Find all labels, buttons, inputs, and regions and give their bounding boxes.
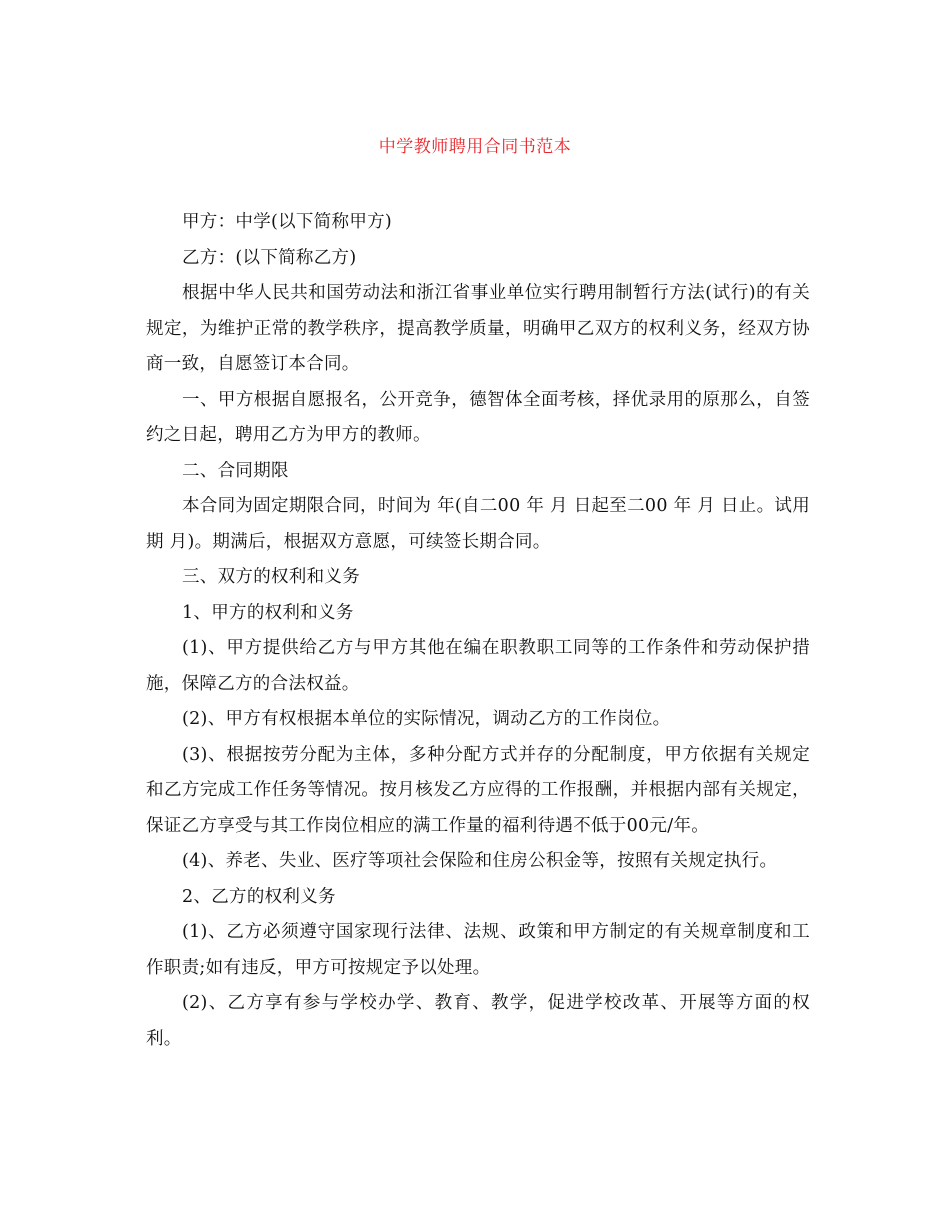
party-a-item-4: (4)、养老、失业、医疗等项社会保险和住房公积金等，按照有关规定执行。 — [182, 851, 778, 871]
party-a-line: 甲方：中学(以下简称甲方) — [182, 212, 393, 232]
subheading-party-b-rights: 2、乙方的权利义务 — [182, 886, 336, 907]
document-body — [146, 205, 810, 1057]
party-b-line: 乙方：(以下简称乙方) — [182, 247, 357, 268]
section-heading-term: 二、合同期限 — [182, 460, 289, 481]
party-a-item-3: (3)、根据按劳分配为主体，多种分配方式并存的分配制度，甲方依据有关规定和乙方完成工作任务等情况。按月核发乙方应得的工作报酬，并根据内部有关规定，保证乙方享受与其工作岗位相应的满工作量的福利待遇不低于00元/年。 — [146, 744, 810, 836]
subheading-party-a-rights: 1、甲方的权利和义务 — [182, 602, 354, 623]
term-paragraph: 本合同为固定期限合同，时间为 年(自二00 年 月 日起至二00 年 月 日止。试用期 月)。期满后，根据双方意愿，可续签长期合同。 — [146, 496, 810, 552]
party-a-item-1: (1)、甲方提供给乙方与甲方其他在编在职教职工同等的工作条件和劳动保护措施，保障乙方的合法权益。 — [146, 638, 810, 694]
section-heading-rights: 三、双方的权利和义务 — [182, 567, 360, 587]
party-a-item-2: (2)、甲方有权根据本单位的实际情况，调动乙方的工作岗位。 — [182, 709, 671, 729]
party-b-item-1: (1)、乙方必须遵守国家现行法律、法规、政策和甲方制定的有关规章制度和工作职责;如有违反，甲方可按规定予以处理。 — [146, 922, 810, 978]
document-title: 中学教师聘用合同书范本 — [378, 137, 572, 157]
party-b-item-2: (2)、乙方享有参与学校办学、教育、教学，促进学校改革、开展等方面的权利。 — [146, 993, 810, 1049]
clause-1-paragraph: 一、甲方根据自愿报名，公开竞争，德智体全面考核，择优录用的原那么，自签约之日起，聘用乙方为甲方的教师。 — [146, 389, 810, 445]
preamble-paragraph: 根据中华人民共和国劳动法和浙江省事业单位实行聘用制暂行方法(试行)的有关规定，为维护正常的教学秩序，提高教学质量，明确甲乙双方的权利义务，经双方协商一致，自愿签订本合同。 — [146, 283, 810, 374]
